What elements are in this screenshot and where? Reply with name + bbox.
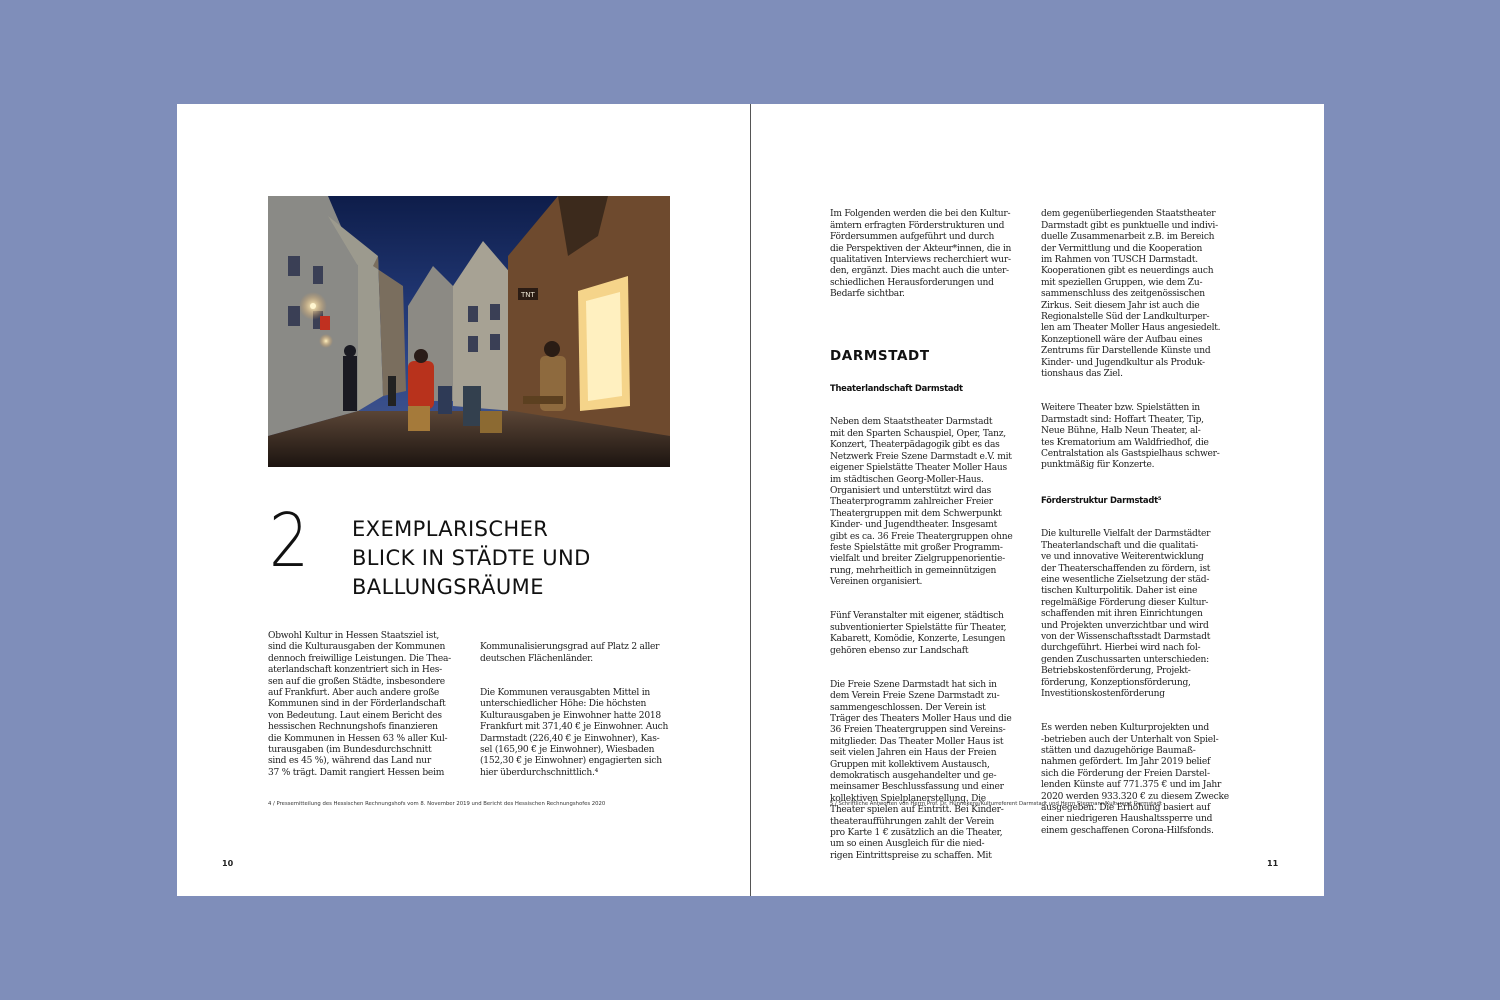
right-col2-paragraph-3: Die kulturelle Vielfalt der Darmstädter Theaterlandschaft und die qualitati- ve und innovative Weiterentwicklung der Theaterschaffenden zu fördern, ist eine wesentliche Zielsetzung der städ- tischen Kulturpolitik. Daher ist eine regelmäßige Förderung dieser Kultur- schaffenden mit ihren Einrichtungen und Projekten unverzichtbar und wird von der Wissenschaftsstadt Darmstadt durchgeführt. Hierbei wird nach fol- genden Zuschussarten unterschieden: Betriebskostenförderung, Projekt- förderung, Konzeptionsförderung, Investitionskostenförderung <box>1041 529 1211 700</box>
right-col1-paragraph-2: Fünf Veranstalter mit eigener, städtisch subventionierter Spielstätte für Theater, Kabarett, Komödie, Konzerte, Lesungen gehören ebenso zur Landschaft <box>830 611 1007 656</box>
subheading-theaterlandschaft: Theaterlandschaft Darmstadt <box>830 382 963 393</box>
right-col2-paragraph-4: Es werden neben Kulturprojekten und -betrieben auch der Unterhalt von Spiel- stätten und dazugehörige Baumaß- nahmen gefördert. Im Jahr 2019 belief sich die Förderung der Freien Darstel- lenden Künste auf 771.375 € und im Jahr 2020 werden 933.320 € zu diesem Zwecke ausgegeben. Die Erhöhung basiert auf einer niedrigeren Haushaltssperre und einem geschaffenen Corona-Hilfsfonds. <box>1041 723 1229 836</box>
footnote-5: 5 / Schriftliche Antworten von Herrn Prof. Dr. Hünnekens/Kulturreferent Darmstadt und Herrn Stegmann/Kulturamt Darmstadt <box>830 801 1162 807</box>
section-heading-darmstadt: DARMSTADT <box>830 347 930 364</box>
right-col2-paragraph-2: Weitere Theater bzw. Spielstätten in Darmstadt sind: Hoffart Theater, Tip, Neue Bühne, Halb Neun Theater, al- tes Krematorium am Waldfriedhof, die Centralstation als Gastspielhaus schwer- punktmäßig für Konzerte. <box>1041 403 1220 471</box>
right-page <box>751 104 1324 896</box>
street-scene-illustration <box>268 196 670 467</box>
intro-paragraph: Im Folgenden werden die bei den Kultur- ämtern erfragten Förderstrukturen und Fördersummen aufgeführt und durch die Perspektiven der Akteur*innen, die in qualitativen Interviews recherchiert wur- den, ergänzt. Dies macht auch die unter- schiedlichen Herausforderungen und Bedarfe sichtbar. <box>830 209 1012 300</box>
footnote-4: 4 / Pressemitteilung des Hessischen Rechnungshofs vom 8. November 2019 und Bericht des Hessischen Rechnungshofes 2020 <box>268 801 606 807</box>
left-page <box>177 104 750 896</box>
page-number-left: 10 <box>222 859 234 868</box>
right-column-1 <box>830 198 1026 885</box>
right-col2-paragraph-1: dem gegenüberliegenden Staatstheater Darmstadt gibt es punktuelle und indivi- duelle Zusammenarbeit z.B. im Bereich der Vermittlung und die Kooperation im Rahmen von TUSCH Darmstadt. Kooperationen gibt es neuerdings auch mit speziellen Gruppen, wie dem Zu- sammenschluss des zeitgenössischen Zirkus. Seit diesem Jahr ist auch die Regionalstelle Süd der Landkulturper- len am Theater Moller Haus angesiedelt. Konzeptionell wäre der Aufbau eines Zentrums für Darstellende Künste und Kinder- und Jugendkultur als Produk- tionshaus das Ziel. <box>1041 209 1221 380</box>
left-col2-paragraph-1: Kommunalisierungsgrad auf Platz 2 aller deutschen Flächenländer. <box>480 642 660 664</box>
chapter-title: EXEMPLARISCHER BLICK IN STÄDTE UND BALLUNGSRÄUME <box>352 517 591 599</box>
left-col2-paragraph-2: Die Kommunen verausgabten Mittel in unterschiedlicher Höhe: Die höchsten Kulturausgaben je Einwohner hatte 2018 Frankfurt mit 371,40 € je Einwohner. Auch Darmstadt (226,40 € je Einwohner), Kas- sel (165,90 € je Einwohner), Wiesbaden (152,30 € je Einwohner) engagierten sich hier überdurchschnittlich.⁴ <box>480 688 669 778</box>
right-col1-paragraph-1: Neben dem Staatstheater Darmstadt mit den Sparten Schauspiel, Oper, Tanz, Konzert, Theaterpädagogik gibt es das Netzwerk Freie Szene Darmstadt e.V. mit eigener Spielstätte Theater Moller Haus im städtischen Georg-Moller-Haus. Organisiert und unterstützt wird das Theaterprogramm zahlreicher Freier Theatergruppen mit dem Schwerpunkt Kinder- und Jugendtheater. Insgesamt gibt es ca. 36 Freie Theatergruppen ohne feste Spielstätte mit großer Programm- vielfalt und breiter Zielgruppenorientie- rung, mehrheitlich in gemeinnützigen Vereinen organisiert. <box>830 417 1013 588</box>
chapter-number: 2 <box>269 498 310 584</box>
subheading-foerderstruktur: Förderstruktur Darmstadt⁵ <box>1041 494 1162 505</box>
right-col1-paragraph-3: Die Freie Szene Darmstadt hat sich in dem Verein Freie Szene Darmstadt zu- sammengeschlossen. Der Verein ist Träger des Theaters Moller Haus und die 36 Freien Theatergruppen sind Vereins- mitglieder. Das Theater Moller Haus ist seit vielen Jahren ein Haus der Freien Gruppen mit kollektivem Austausch, demokratisch ausgehandelter und ge- meinsamer Beschlussfassung und einer kollektiven Spielplanerstellung. Die Theater spielen auf Eintritt. Bei Kinder- theateraufführungen zahlt der Verein pro Karte 1 € zusätzlich an die Theater, um so einen Ausgleich für die nied- rigen Eintrittspreise zu schaffen. Mit <box>830 679 1012 861</box>
street-photo <box>268 196 670 467</box>
left-body-column-2 <box>480 631 680 802</box>
page-number-right: 11 <box>1267 859 1279 868</box>
right-column-2 <box>1041 198 1241 860</box>
left-body-column-1: Obwohl Kultur in Hessen Staatsziel ist, sind die Kulturausgaben der Kommunen dennoch freiwillige Leistungen. Die Thea- aterlandschaft konzentriert sich in Hes- sen auf die großen Städte, insbesondere auf Frankfurt. Aber auch andere große Kommunen sind in der Förderlandschaft von Bedeutung. Laut einem Bericht des hessischen Rechnungshofs finanzieren die Kommunen in Hessen 63 % aller Kul- turausgaben (im Bundesdurchschnitt sind es 45 %), während das Land nur 37 % trägt. Damit rangiert Hessen beim <box>268 631 451 778</box>
svg-text:TNT: TNT <box>521 291 535 299</box>
